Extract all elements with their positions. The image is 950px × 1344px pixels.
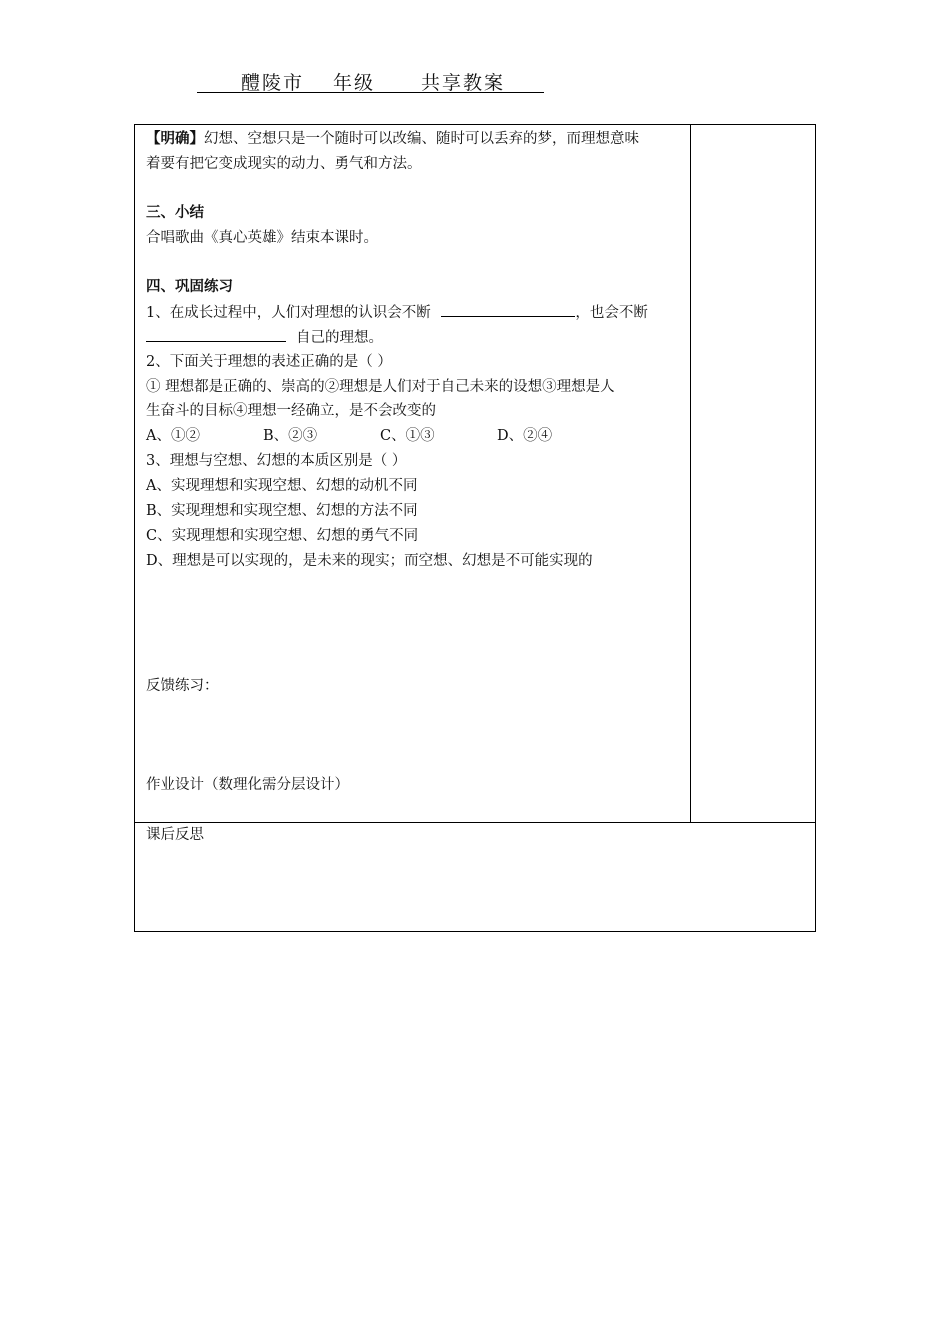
header-title: 共享教案	[421, 72, 506, 94]
q3-option-d: D、理想是可以实现的，是未来的现实；而空想、幻想是不可能实现的	[146, 553, 593, 569]
q1-blank-2	[146, 327, 286, 342]
q1-part2: ，也会不断	[575, 305, 648, 321]
q2-option-b: B、②③	[263, 428, 318, 444]
header-city: 醴陵市	[241, 72, 305, 94]
column-divider	[690, 125, 691, 822]
document-header	[197, 68, 544, 93]
q1-part3: 自己的理想。	[296, 330, 383, 346]
q2-option-d: D、②④	[497, 428, 553, 444]
clarify-text-1: 幻想、空想只是一个随时可以改编、随时可以丢弃的梦，而理想意味	[204, 131, 639, 147]
section3-title: 三、小结	[146, 204, 204, 221]
reflection-label: 课后反思	[146, 827, 204, 843]
question-1-line-1	[146, 302, 648, 323]
question-1-line-2	[146, 327, 383, 348]
feedback-label: 反馈练习：	[146, 678, 219, 694]
question-2-line-1: ① 理想都是正确的、崇高的②理想是人们对于自己未来的设想③理想是人	[146, 379, 615, 395]
q1-part1: 1、在成长过程中，人们对理想的认识会不断	[146, 305, 431, 321]
section4-title: 四、巩固练习	[146, 278, 233, 295]
q1-blank-1	[441, 302, 575, 317]
q3-option-b: B、实现理想和实现空想、幻想的方法不同	[146, 503, 418, 519]
q2-option-a: A、①②	[146, 428, 200, 444]
header-grade: 年级	[333, 72, 376, 94]
row-divider	[135, 822, 815, 823]
question-3-stem: 3、理想与空想、幻想的本质区别是（ ）	[146, 453, 407, 469]
q3-option-a: A、实现理想和实现空想、幻想的动机不同	[146, 478, 418, 494]
lesson-plan-table	[134, 124, 816, 932]
homework-label: 作业设计（数理化需分层设计）	[146, 777, 349, 793]
question-2-options	[146, 426, 552, 446]
clarify-tag: 【明确】	[146, 130, 204, 147]
clarify-line-1	[146, 129, 639, 149]
question-2-stem: 2、下面关于理想的表述正确的是（ ）	[146, 354, 392, 370]
clarify-line-2: 着要有把它变成现实的动力、勇气和方法。	[146, 156, 422, 172]
section3-text: 合唱歌曲《真心英雄》结束本课时。	[146, 230, 378, 246]
q3-option-c: C、实现理想和实现空想、幻想的勇气不同	[146, 528, 419, 544]
question-2-line-2: 生奋斗的目标④理想一经确立，是不会改变的	[146, 403, 436, 419]
q2-option-c: C、①③	[380, 428, 435, 444]
